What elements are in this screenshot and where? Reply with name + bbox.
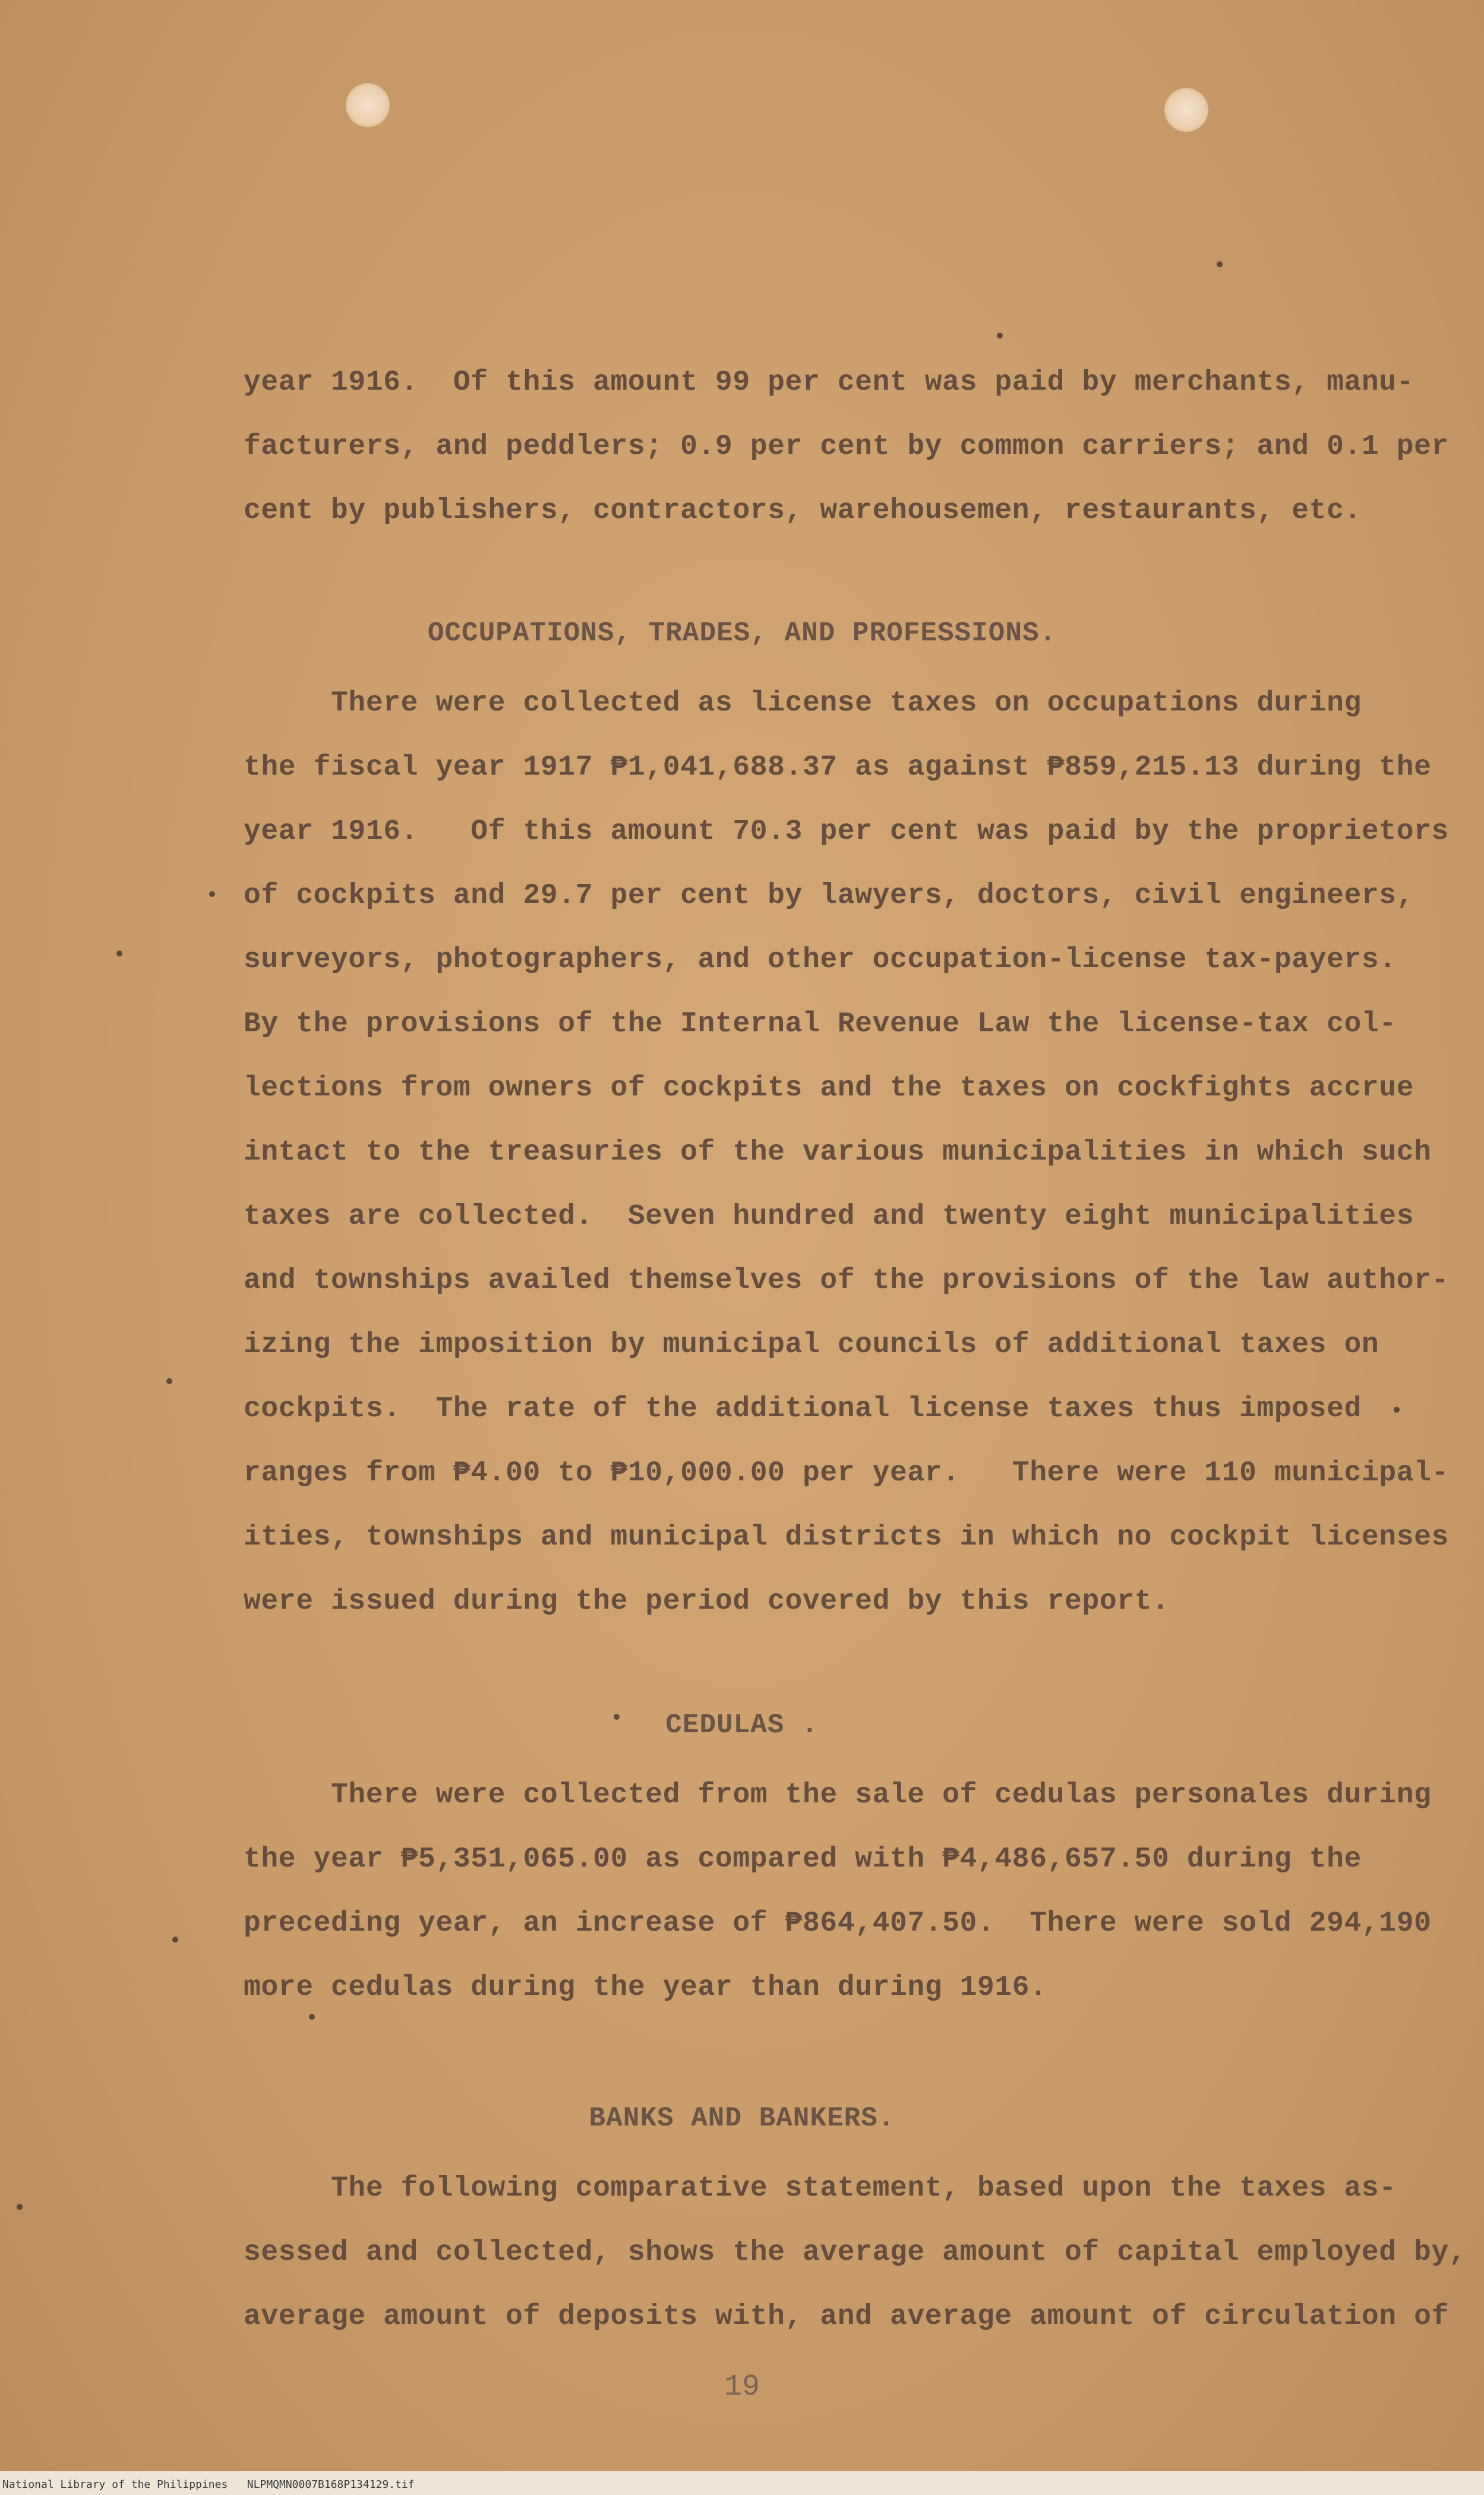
text-line: facturers, and peddlers; 0.9 per cent by common carriers; and 0.1 per	[244, 431, 1449, 463]
text-line: ities, townships and municipal districts in which no cockpit licenses	[244, 1521, 1449, 1553]
page-number: 19	[724, 2370, 760, 2404]
ink-speck	[172, 1937, 178, 1943]
text-line: intact to the treasuries of the various municipalities in which such	[244, 1136, 1432, 1168]
text-line: cent by publishers, contractors, warehousemen, restaurants, etc.	[244, 495, 1362, 527]
text-line: were issued during the period covered by this report.	[244, 1586, 1170, 1618]
text-line: The following comparative statement, based upon the taxes as-	[244, 2172, 1397, 2205]
punch-hole-left	[346, 83, 390, 127]
text-line: surveyors, photographers, and other occupation-license tax-payers.	[244, 944, 1397, 976]
text-line: cockpits. The rate of the additional license taxes thus imposed	[244, 1393, 1362, 1425]
text-line: preceding year, an increase of ₱864,407.50. There were sold 294,190	[244, 1907, 1432, 1940]
ink-speck	[17, 2204, 23, 2210]
text-line: more cedulas during the year than during 1916.	[244, 1972, 1047, 2004]
ink-speck	[166, 1378, 172, 1384]
ink-speck	[116, 950, 122, 956]
text-line: taxes are collected. Seven hundred and twenty eight municipalities	[244, 1201, 1414, 1233]
text-line: the year ₱5,351,065.00 as compared with ₱4,486,657.50 during the	[244, 1843, 1362, 1875]
ink-speck	[1217, 261, 1223, 267]
punch-hole-right	[1164, 88, 1208, 132]
text-line: and townships availed themselves of the provisions of the law author-	[244, 1265, 1449, 1297]
text-line: izing the imposition by municipal councils of additional taxes on	[244, 1329, 1379, 1361]
text-line: lections from owners of cockpits and the taxes on cockfights accrue	[244, 1072, 1414, 1104]
paragraph-occupations	[244, 671, 1449, 1634]
section-heading-occupations: OCCUPATIONS, TRADES, AND PROFESSIONS.	[427, 618, 1057, 649]
text-line: of cockpits and 29.7 per cent by lawyers, doctors, civil engineers,	[244, 880, 1414, 912]
text-line: By the provisions of the Internal Revenue Law the license-tax col-	[244, 1008, 1397, 1040]
text-line: There were collected from the sale of cedulas personales during	[244, 1779, 1432, 1811]
text-line: sessed and collected, shows the average amount of capital employed by,	[244, 2237, 1467, 2269]
text-line: year 1916. Of this amount 99 per cent was paid by merchants, manu-	[244, 367, 1414, 399]
text-line: ranges from ₱4.00 to ₱10,000.00 per year. There were 110 municipal-	[244, 1457, 1449, 1489]
paragraph-intro	[244, 350, 1449, 543]
ink-speck	[1394, 1407, 1400, 1413]
text-line: year 1916. Of this amount 70.3 per cent was paid by the proprietors	[244, 816, 1449, 848]
section-heading-cedulas: CEDULAS .	[665, 1710, 819, 1741]
ink-speck	[997, 333, 1003, 339]
paragraph-cedulas	[244, 1763, 1432, 2020]
ink-speck	[209, 891, 215, 897]
section-heading-banks: BANKS AND BANKERS.	[589, 2103, 895, 2134]
text-line: average amount of deposits with, and average amount of circulation of	[244, 2301, 1449, 2333]
text-line: There were collected as license taxes on occupations during	[244, 687, 1362, 719]
footer-credit: National Library of the Philippines NLPMQMN0007B168P134129.tif	[2, 2478, 415, 2491]
text-line: the fiscal year 1917 ₱1,041,688.37 as against ₱859,215.13 during the	[244, 751, 1432, 784]
paragraph-banks	[244, 2156, 1467, 2349]
